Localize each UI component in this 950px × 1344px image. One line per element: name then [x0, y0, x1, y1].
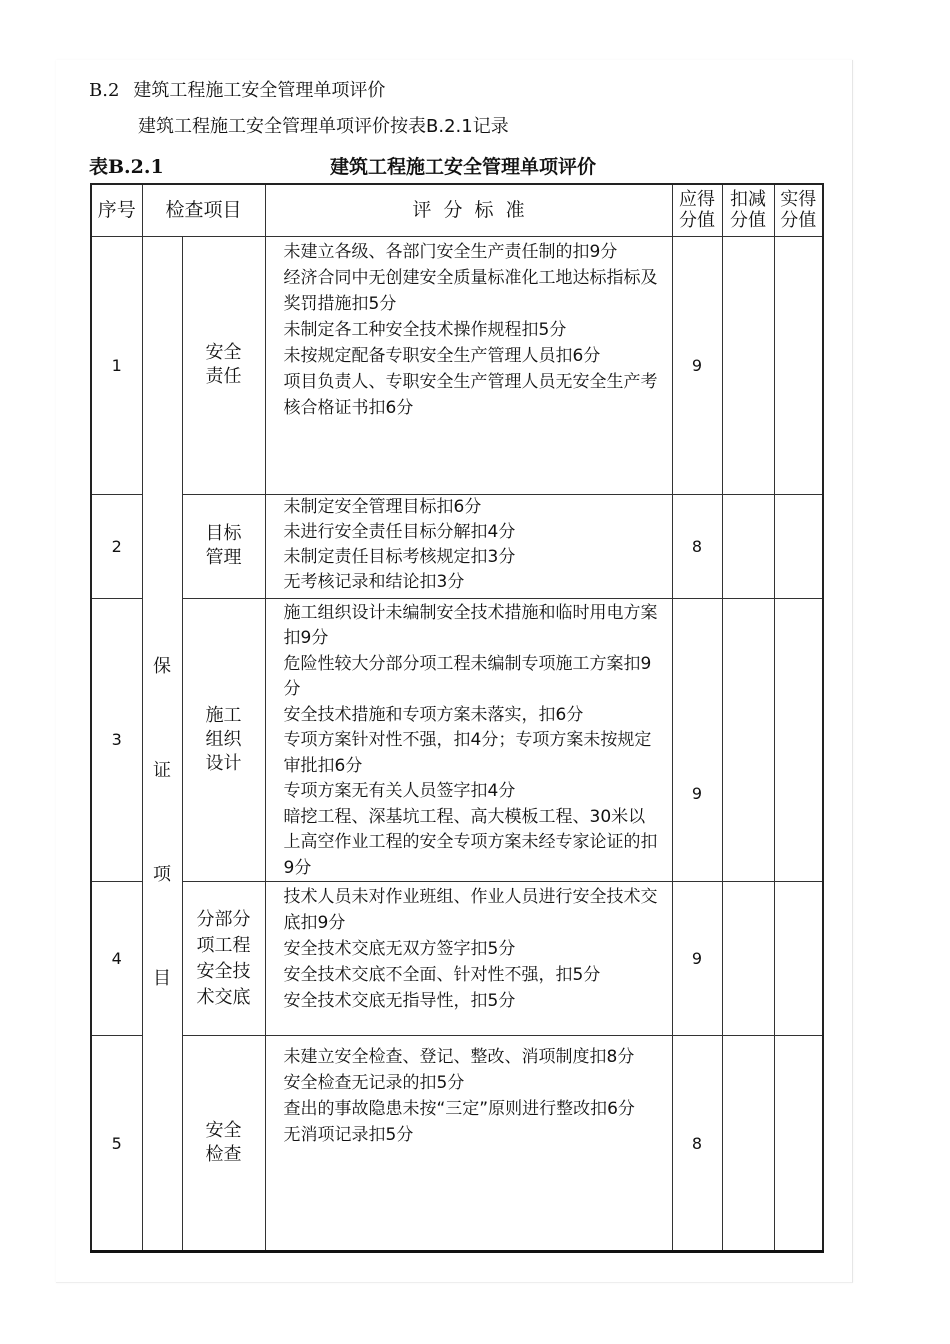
- criterion: 项目负责人、专职安全生产管理人员无安全生产考核合格证书扣6分: [283, 371, 658, 418]
- criterion: 未建立各级、各部门安全生产责任制的扣9分: [283, 241, 618, 262]
- table-row: [91, 236, 823, 494]
- criterion: 未按规定配备专职安全生产管理人员扣6分: [283, 345, 601, 366]
- table-label: 表B.2.1: [89, 156, 164, 178]
- criterion: 安全技术交底无双方签字扣5分: [283, 939, 516, 959]
- check-item-label: 施工组织设计: [205, 704, 242, 774]
- evaluation-table: [90, 183, 824, 1253]
- check-item-label: 安全检查: [205, 1120, 242, 1165]
- criterion: 未制定责任目标考核规定扣3分: [283, 546, 516, 567]
- deduct-score: [722, 236, 774, 494]
- section-heading: [89, 80, 385, 102]
- deduct-score: [722, 494, 774, 598]
- criterion: 未制定安全管理目标扣6分: [283, 496, 482, 517]
- check-item-label: 目标管理: [205, 523, 242, 568]
- table-row: [91, 1036, 823, 1252]
- criterion: 施工组织设计未编制安全技术措施和临时用电方案扣9分: [283, 602, 658, 648]
- actual-score: [774, 1036, 823, 1252]
- row-number: 4: [91, 882, 142, 1036]
- header-actual-score: 实得分值: [774, 184, 823, 236]
- category-char: 保: [153, 655, 171, 677]
- table-row: [91, 882, 823, 1036]
- check-item-label: 安全责任: [205, 342, 242, 387]
- header-row: [91, 184, 823, 236]
- table-title: 建筑工程施工安全管理单项评价: [330, 156, 597, 178]
- criterion: 查出的事故隐患未按“三定”原则进行整改扣6分: [283, 1099, 635, 1119]
- due-score: 9: [672, 236, 722, 494]
- actual-score: [774, 598, 823, 882]
- criteria-cell: [265, 236, 672, 494]
- check-item: [182, 598, 265, 882]
- due-score: 9: [672, 598, 722, 882]
- category-char: 项: [153, 863, 171, 885]
- criteria-cell: [265, 1036, 672, 1252]
- header-item: 检查项目: [142, 184, 265, 236]
- table-row: [91, 598, 823, 882]
- deduct-score: [722, 882, 774, 1036]
- check-item: [182, 494, 265, 598]
- criteria-cell: [265, 882, 672, 1036]
- criterion: 暗挖工程、深基坑工程、高大模板工程、30米以上高空作业工程的安全专项方案未经专家论证的扣9分: [283, 806, 658, 878]
- header-criteria: 评 分 标 准: [265, 184, 672, 236]
- category-char: 目: [153, 967, 171, 989]
- criterion: 安全技术交底无指导性，扣5分: [283, 991, 516, 1011]
- criterion: 无消项记录扣5分: [283, 1125, 414, 1145]
- criterion: 未制定各工种安全技术操作规程扣5分: [283, 319, 567, 340]
- due-score: 8: [672, 1036, 722, 1252]
- check-item: [182, 1036, 265, 1252]
- header-due-score: 应得分值: [672, 184, 722, 236]
- intro-text: 建筑工程施工安全管理单项评价按表B.2.1记录: [138, 116, 509, 137]
- check-item-label: 分部分项工程安全技术交底: [196, 908, 251, 1008]
- deduct-score: [722, 1036, 774, 1252]
- criterion: 专项方案针对性不强，扣4分；专项方案未按规定审批扣6分: [283, 730, 652, 776]
- check-item: [182, 236, 265, 494]
- row-number: 3: [91, 598, 142, 882]
- row-number: 2: [91, 494, 142, 598]
- criterion: 未建立安全检查、登记、整改、消项制度扣8分: [283, 1047, 635, 1067]
- due-score: 9: [672, 882, 722, 1036]
- criterion: 危险性较大分部分项工程未编制专项施工方案扣9分: [283, 653, 652, 699]
- section-title: 建筑工程施工安全管理单项评价: [133, 80, 386, 101]
- actual-score: [774, 494, 823, 598]
- check-item: [182, 882, 265, 1036]
- row-number: 1: [91, 236, 142, 494]
- deduct-score: [722, 598, 774, 882]
- criteria-cell: [265, 494, 672, 598]
- header-no: 序号: [91, 184, 142, 236]
- criterion: 专项方案无有关人员签字扣4分: [283, 781, 516, 801]
- criterion: 未进行安全责任目标分解扣4分: [283, 521, 516, 542]
- criterion: 安全技术交底不全面、针对性不强，扣5分: [283, 965, 601, 985]
- section-number: B.2: [89, 80, 120, 101]
- category-char: 证: [153, 759, 171, 781]
- criterion: 经济合同中无创建安全质量标准化工地达标指标及奖罚措施扣5分: [283, 267, 658, 314]
- table-row: [91, 494, 823, 598]
- category-cell: [142, 236, 182, 1252]
- header-deduct-score: 扣减分值: [722, 184, 774, 236]
- actual-score: [774, 882, 823, 1036]
- actual-score: [774, 236, 823, 494]
- criteria-cell: [265, 598, 672, 882]
- due-score: 8: [672, 494, 722, 598]
- criterion: 无考核记录和结论扣3分: [283, 571, 465, 592]
- row-number: 5: [91, 1036, 142, 1252]
- criterion: 安全检查无记录的扣5分: [283, 1073, 465, 1093]
- criterion: 安全技术措施和专项方案未落实，扣6分: [283, 704, 584, 725]
- criterion: 技术人员未对作业班组、作业人员进行安全技术交底扣9分: [283, 887, 658, 933]
